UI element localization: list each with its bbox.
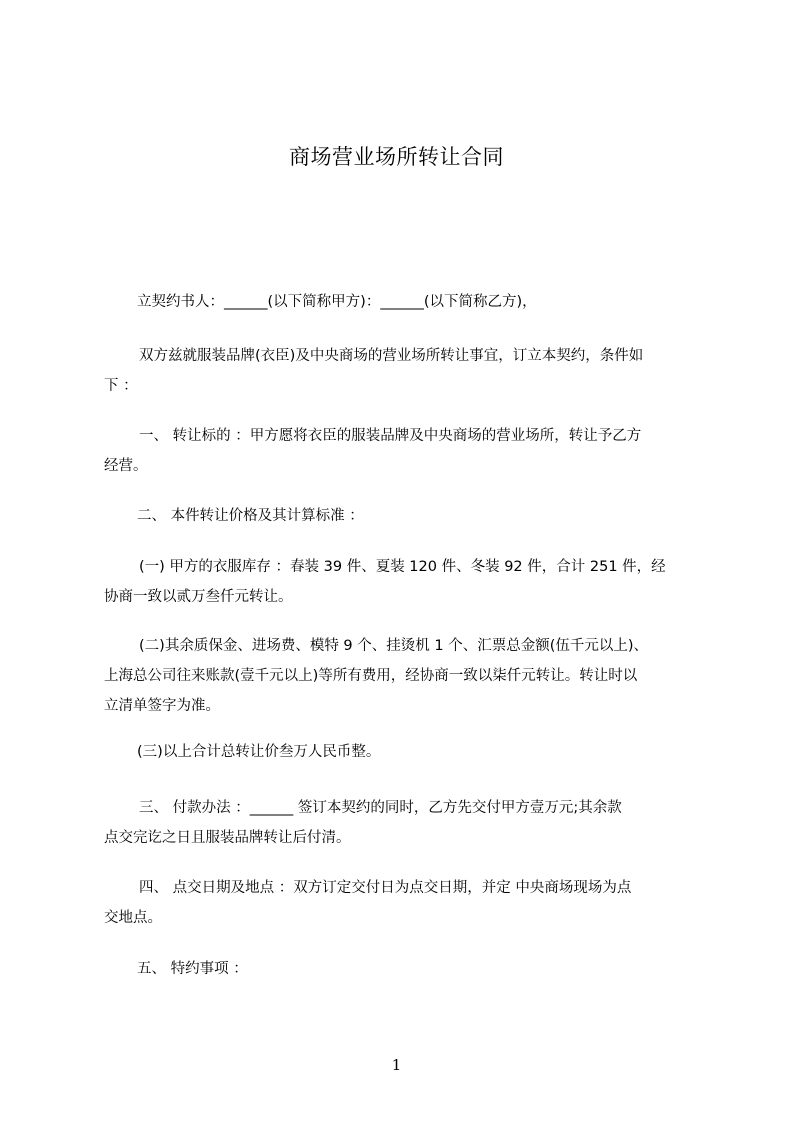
paragraph-line: 经营。 bbox=[104, 458, 148, 474]
paragraph-line: (一) 甲方的衣服库存 ：春装 39 件、夏装 120 件、冬装 92 件，合计 251 件，经 bbox=[139, 559, 666, 575]
paragraph-item-3 bbox=[104, 737, 704, 767]
paragraph-clause-3 bbox=[104, 793, 704, 853]
paragraph-line: 交地点。 bbox=[104, 910, 162, 926]
paragraph-item-1 bbox=[104, 552, 704, 612]
paragraph-line: 五、 特约事项 ： bbox=[137, 961, 248, 977]
page-number: 1 bbox=[391, 1056, 402, 1074]
paragraph-parties bbox=[104, 287, 704, 317]
paragraph-line: 下 ： bbox=[104, 378, 138, 394]
paragraph-line: 立契约书人：______(以下简称甲方)：______(以下简称乙方)， bbox=[137, 294, 537, 310]
paragraph-line: 二、 本件转让价格及其计算标准 ： bbox=[137, 508, 364, 524]
paragraph-line: 点交完讫之日且服装品牌转让后付清。 bbox=[104, 830, 351, 846]
paragraph-line: 三、 付款办法 ：______ 签订本契约的同时，乙方先交付甲方壹万元;其余款 bbox=[139, 800, 622, 816]
paragraph-line: (三)以上合计总转让价叁万人民币整。 bbox=[137, 744, 381, 760]
paragraph-line: 上海总公司往来账款(壹千元以上)等所有费用，经协商一致以柒仟元转让。转让时以 bbox=[104, 668, 638, 684]
paragraph-line: 四、 点交日期及地点 ：双方订定交付日为点交日期，并定 中央商场现场为点 bbox=[139, 880, 632, 896]
paragraph-clause-2 bbox=[104, 501, 704, 531]
paragraph-line: 协商一致以贰万叁仟元转让。 bbox=[104, 589, 293, 605]
paragraph-line: 双方兹就服装品牌(衣臣)及中央商场的营业场所转让事宜，订立本契约，条件如 bbox=[139, 348, 644, 364]
paragraph-intro bbox=[104, 341, 704, 401]
paragraph-line: 一、 转让标的 ：甲方愿将衣臣的服装品牌及中央商场的营业场所，转让予乙方 bbox=[139, 428, 642, 444]
paragraph-item-2 bbox=[104, 631, 704, 721]
paragraph-line: 立清单签字为准。 bbox=[104, 698, 220, 714]
paragraph-clause-1 bbox=[104, 421, 704, 481]
paragraph-clause-4 bbox=[104, 873, 704, 933]
document-title: 商场营业场所转让合同 bbox=[289, 145, 504, 169]
paragraph-line: (二)其余质保金、进场费、模特 9 个、挂烫机 1 个、汇票总金额(伍千元以上)、 bbox=[139, 638, 649, 654]
paragraph-clause-5 bbox=[104, 954, 704, 984]
